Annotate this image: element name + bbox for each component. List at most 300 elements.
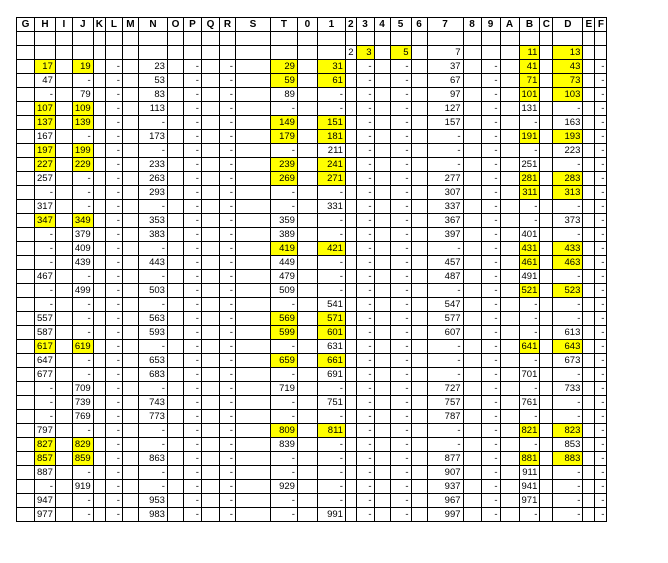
table-cell[interactable]: [374, 45, 390, 59]
table-cell[interactable]: 433: [553, 241, 583, 255]
table-cell[interactable]: [463, 129, 481, 143]
table-cell[interactable]: [374, 73, 390, 87]
table-cell[interactable]: [122, 339, 138, 353]
table-cell[interactable]: [583, 325, 595, 339]
table-cell[interactable]: [72, 32, 93, 46]
table-cell[interactable]: [500, 353, 519, 367]
table-cell[interactable]: 479: [270, 269, 297, 283]
table-cell[interactable]: -: [356, 255, 374, 269]
table-cell[interactable]: [411, 32, 427, 46]
table-cell[interactable]: [17, 59, 35, 73]
column-header[interactable]: 5: [390, 18, 411, 32]
table-cell[interactable]: [93, 409, 105, 423]
table-cell[interactable]: 853: [553, 437, 583, 451]
table-cell[interactable]: [583, 129, 595, 143]
table-cell[interactable]: [427, 32, 463, 46]
table-cell[interactable]: [463, 297, 481, 311]
table-cell[interactable]: [345, 451, 356, 465]
table-cell[interactable]: [55, 143, 72, 157]
table-cell[interactable]: -: [183, 115, 201, 129]
table-cell[interactable]: [595, 45, 607, 59]
table-cell[interactable]: -: [595, 87, 607, 101]
table-cell[interactable]: [201, 129, 219, 143]
table-cell[interactable]: [167, 241, 183, 255]
table-cell[interactable]: [235, 171, 270, 185]
table-cell[interactable]: [167, 143, 183, 157]
table-cell[interactable]: [167, 297, 183, 311]
table-cell[interactable]: [235, 32, 270, 46]
table-cell[interactable]: [201, 283, 219, 297]
table-cell[interactable]: [55, 381, 72, 395]
table-cell[interactable]: [540, 297, 553, 311]
table-cell[interactable]: -: [595, 59, 607, 73]
table-cell[interactable]: [374, 297, 390, 311]
table-cell[interactable]: [122, 199, 138, 213]
table-cell[interactable]: -: [519, 325, 540, 339]
table-cell[interactable]: 2: [345, 45, 356, 59]
table-cell[interactable]: 317: [35, 199, 56, 213]
table-cell[interactable]: -: [595, 157, 607, 171]
table-cell[interactable]: [201, 353, 219, 367]
table-cell[interactable]: [540, 269, 553, 283]
table-cell[interactable]: [374, 325, 390, 339]
table-cell[interactable]: -: [105, 143, 122, 157]
table-cell[interactable]: -: [183, 465, 201, 479]
table-cell[interactable]: -: [183, 297, 201, 311]
table-cell[interactable]: -: [481, 451, 500, 465]
table-cell[interactable]: [93, 255, 105, 269]
table-cell[interactable]: -: [35, 283, 56, 297]
table-cell[interactable]: -: [390, 437, 411, 451]
table-cell[interactable]: [55, 241, 72, 255]
table-cell[interactable]: 163: [553, 115, 583, 129]
table-cell[interactable]: 647: [35, 353, 56, 367]
table-cell[interactable]: -: [481, 115, 500, 129]
table-cell[interactable]: [374, 115, 390, 129]
table-cell[interactable]: -: [105, 283, 122, 297]
table-cell[interactable]: 577: [427, 311, 463, 325]
table-cell[interactable]: [122, 423, 138, 437]
table-cell[interactable]: 389: [270, 227, 297, 241]
table-cell[interactable]: 11: [519, 45, 540, 59]
table-cell[interactable]: [17, 227, 35, 241]
table-cell[interactable]: 53: [138, 73, 167, 87]
table-cell[interactable]: 863: [138, 451, 167, 465]
table-cell[interactable]: 19: [72, 59, 93, 73]
table-cell[interactable]: 179: [270, 129, 297, 143]
table-cell[interactable]: -: [481, 395, 500, 409]
table-cell[interactable]: [411, 479, 427, 493]
table-cell[interactable]: -: [219, 395, 235, 409]
table-cell[interactable]: [345, 465, 356, 479]
table-cell[interactable]: [583, 479, 595, 493]
table-cell[interactable]: -: [105, 367, 122, 381]
table-cell[interactable]: -: [183, 353, 201, 367]
table-cell[interactable]: [167, 87, 183, 101]
table-cell[interactable]: [167, 325, 183, 339]
table-cell[interactable]: [93, 311, 105, 325]
table-cell[interactable]: [167, 479, 183, 493]
table-cell[interactable]: [500, 45, 519, 59]
table-cell[interactable]: -: [427, 283, 463, 297]
table-cell[interactable]: -: [105, 87, 122, 101]
table-cell[interactable]: [540, 45, 553, 59]
table-cell[interactable]: [167, 339, 183, 353]
table-cell[interactable]: [463, 45, 481, 59]
table-cell[interactable]: -: [105, 269, 122, 283]
table-cell[interactable]: -: [219, 185, 235, 199]
table-cell[interactable]: [297, 157, 317, 171]
table-cell[interactable]: [583, 339, 595, 353]
table-cell[interactable]: [93, 171, 105, 185]
table-cell[interactable]: [201, 255, 219, 269]
column-header[interactable]: O: [167, 18, 183, 32]
table-cell[interactable]: [201, 115, 219, 129]
table-cell[interactable]: 571: [317, 311, 345, 325]
table-cell[interactable]: -: [427, 423, 463, 437]
table-cell[interactable]: 241: [317, 157, 345, 171]
table-cell[interactable]: 503: [138, 283, 167, 297]
table-cell[interactable]: -: [390, 297, 411, 311]
table-cell[interactable]: 877: [427, 451, 463, 465]
table-cell[interactable]: [201, 143, 219, 157]
table-cell[interactable]: [235, 339, 270, 353]
table-cell[interactable]: [183, 45, 201, 59]
table-cell[interactable]: -: [219, 199, 235, 213]
table-cell[interactable]: -: [427, 353, 463, 367]
table-cell[interactable]: [500, 73, 519, 87]
table-cell[interactable]: [201, 269, 219, 283]
table-cell[interactable]: [122, 129, 138, 143]
table-cell[interactable]: [55, 325, 72, 339]
table-cell[interactable]: [201, 227, 219, 241]
table-cell[interactable]: [583, 409, 595, 423]
table-cell[interactable]: [500, 451, 519, 465]
table-cell[interactable]: -: [356, 269, 374, 283]
table-cell[interactable]: -: [219, 129, 235, 143]
table-cell[interactable]: -: [390, 325, 411, 339]
table-cell[interactable]: 523: [553, 283, 583, 297]
table-cell[interactable]: -: [481, 269, 500, 283]
table-cell[interactable]: [297, 129, 317, 143]
table-cell[interactable]: [55, 32, 72, 46]
table-cell[interactable]: [167, 227, 183, 241]
table-cell[interactable]: [583, 87, 595, 101]
table-cell[interactable]: -: [183, 171, 201, 185]
table-cell[interactable]: -: [519, 507, 540, 521]
table-cell[interactable]: -: [183, 311, 201, 325]
table-cell[interactable]: -: [390, 353, 411, 367]
table-cell[interactable]: 929: [270, 479, 297, 493]
table-cell[interactable]: [500, 507, 519, 521]
table-cell[interactable]: 311: [519, 185, 540, 199]
table-cell[interactable]: 17: [35, 59, 56, 73]
table-cell[interactable]: -: [219, 409, 235, 423]
table-cell[interactable]: [105, 45, 122, 59]
table-cell[interactable]: -: [35, 241, 56, 255]
table-cell[interactable]: [201, 32, 219, 46]
table-cell[interactable]: 967: [427, 493, 463, 507]
table-cell[interactable]: [167, 199, 183, 213]
table-cell[interactable]: [583, 283, 595, 297]
column-header[interactable]: R: [219, 18, 235, 32]
table-cell[interactable]: 233: [138, 157, 167, 171]
table-cell[interactable]: [356, 32, 374, 46]
table-cell[interactable]: [235, 381, 270, 395]
table-cell[interactable]: 701: [519, 367, 540, 381]
table-cell[interactable]: [201, 185, 219, 199]
table-cell[interactable]: [583, 241, 595, 255]
table-cell[interactable]: [122, 143, 138, 157]
table-cell[interactable]: [500, 283, 519, 297]
table-cell[interactable]: [55, 269, 72, 283]
table-cell[interactable]: [201, 241, 219, 255]
table-cell[interactable]: [297, 143, 317, 157]
table-cell[interactable]: [55, 479, 72, 493]
table-cell[interactable]: -: [35, 395, 56, 409]
table-cell[interactable]: [55, 409, 72, 423]
table-cell[interactable]: [297, 325, 317, 339]
table-cell[interactable]: -: [219, 465, 235, 479]
table-cell[interactable]: [463, 269, 481, 283]
table-cell[interactable]: [167, 507, 183, 521]
table-cell[interactable]: -: [270, 451, 297, 465]
table-cell[interactable]: 71: [519, 73, 540, 87]
table-cell[interactable]: [583, 269, 595, 283]
table-cell[interactable]: [463, 437, 481, 451]
table-cell[interactable]: -: [219, 493, 235, 507]
table-cell[interactable]: 607: [427, 325, 463, 339]
table-cell[interactable]: [235, 143, 270, 157]
table-cell[interactable]: [374, 185, 390, 199]
table-cell[interactable]: -: [105, 157, 122, 171]
table-cell[interactable]: [93, 227, 105, 241]
table-cell[interactable]: 347: [35, 213, 56, 227]
column-header[interactable]: 2: [345, 18, 356, 32]
table-cell[interactable]: -: [390, 59, 411, 73]
table-cell[interactable]: -: [356, 171, 374, 185]
table-cell[interactable]: [345, 339, 356, 353]
table-cell[interactable]: -: [595, 143, 607, 157]
table-cell[interactable]: [345, 311, 356, 325]
table-cell[interactable]: [122, 507, 138, 521]
table-cell[interactable]: -: [219, 283, 235, 297]
table-cell[interactable]: -: [72, 465, 93, 479]
table-cell[interactable]: [167, 395, 183, 409]
table-cell[interactable]: -: [481, 507, 500, 521]
table-cell[interactable]: 569: [270, 311, 297, 325]
table-cell[interactable]: -: [481, 339, 500, 353]
table-cell[interactable]: [167, 45, 183, 59]
table-cell[interactable]: -: [219, 339, 235, 353]
table-cell[interactable]: [122, 255, 138, 269]
table-cell[interactable]: [583, 311, 595, 325]
table-cell[interactable]: -: [138, 479, 167, 493]
table-cell[interactable]: 587: [35, 325, 56, 339]
table-cell[interactable]: [500, 367, 519, 381]
table-cell[interactable]: 61: [317, 73, 345, 87]
table-cell[interactable]: -: [219, 171, 235, 185]
table-cell[interactable]: [93, 283, 105, 297]
table-cell[interactable]: -: [595, 115, 607, 129]
table-cell[interactable]: [500, 101, 519, 115]
table-cell[interactable]: 349: [72, 213, 93, 227]
table-cell[interactable]: [122, 479, 138, 493]
table-cell[interactable]: [463, 353, 481, 367]
table-cell[interactable]: [374, 339, 390, 353]
table-cell[interactable]: [201, 311, 219, 325]
table-cell[interactable]: 757: [427, 395, 463, 409]
table-cell[interactable]: -: [183, 409, 201, 423]
table-cell[interactable]: -: [356, 157, 374, 171]
table-cell[interactable]: [583, 199, 595, 213]
table-cell[interactable]: [93, 73, 105, 87]
table-cell[interactable]: [201, 73, 219, 87]
table-cell[interactable]: -: [317, 227, 345, 241]
table-cell[interactable]: 857: [35, 451, 56, 465]
table-cell[interactable]: [167, 269, 183, 283]
column-header[interactable]: L: [105, 18, 122, 32]
table-cell[interactable]: [93, 465, 105, 479]
table-cell[interactable]: -: [481, 171, 500, 185]
table-cell[interactable]: [55, 465, 72, 479]
column-header[interactable]: C: [540, 18, 553, 32]
table-cell[interactable]: -: [35, 87, 56, 101]
table-cell[interactable]: [463, 185, 481, 199]
table-cell[interactable]: [374, 493, 390, 507]
table-cell[interactable]: [55, 283, 72, 297]
table-cell[interactable]: [540, 409, 553, 423]
table-cell[interactable]: -: [105, 73, 122, 87]
table-cell[interactable]: [345, 381, 356, 395]
table-cell[interactable]: [122, 283, 138, 297]
table-cell[interactable]: [167, 311, 183, 325]
table-cell[interactable]: 613: [553, 325, 583, 339]
table-cell[interactable]: -: [356, 73, 374, 87]
table-cell[interactable]: [235, 325, 270, 339]
table-cell[interactable]: 373: [553, 213, 583, 227]
table-cell[interactable]: -: [183, 73, 201, 87]
table-cell[interactable]: [500, 255, 519, 269]
table-cell[interactable]: -: [390, 87, 411, 101]
table-cell[interactable]: -: [595, 311, 607, 325]
table-cell[interactable]: [201, 297, 219, 311]
table-cell[interactable]: [93, 479, 105, 493]
table-cell[interactable]: 7: [427, 45, 463, 59]
table-cell[interactable]: [411, 73, 427, 87]
table-cell[interactable]: 691: [317, 367, 345, 381]
table-cell[interactable]: -: [481, 381, 500, 395]
table-cell[interactable]: 29: [270, 59, 297, 73]
table-cell[interactable]: [540, 493, 553, 507]
table-cell[interactable]: -: [356, 465, 374, 479]
table-cell[interactable]: [35, 45, 56, 59]
table-cell[interactable]: 173: [138, 129, 167, 143]
table-cell[interactable]: 547: [427, 297, 463, 311]
table-cell[interactable]: 907: [427, 465, 463, 479]
table-cell[interactable]: -: [595, 213, 607, 227]
table-cell[interactable]: -: [138, 199, 167, 213]
table-cell[interactable]: 983: [138, 507, 167, 521]
table-cell[interactable]: 653: [138, 353, 167, 367]
table-cell[interactable]: [122, 213, 138, 227]
table-cell[interactable]: [167, 423, 183, 437]
table-cell[interactable]: [93, 339, 105, 353]
table-cell[interactable]: -: [356, 199, 374, 213]
table-cell[interactable]: -: [35, 381, 56, 395]
table-cell[interactable]: 419: [270, 241, 297, 255]
table-cell[interactable]: -: [219, 213, 235, 227]
table-cell[interactable]: [374, 409, 390, 423]
table-cell[interactable]: [374, 171, 390, 185]
table-cell[interactable]: [297, 507, 317, 521]
table-cell[interactable]: -: [35, 227, 56, 241]
table-cell[interactable]: 101: [519, 87, 540, 101]
table-cell[interactable]: -: [72, 353, 93, 367]
table-cell[interactable]: [297, 283, 317, 297]
table-cell[interactable]: -: [595, 409, 607, 423]
table-cell[interactable]: -: [317, 185, 345, 199]
table-cell[interactable]: -: [356, 409, 374, 423]
table-cell[interactable]: 409: [72, 241, 93, 255]
table-cell[interactable]: 449: [270, 255, 297, 269]
table-cell[interactable]: -: [481, 325, 500, 339]
table-cell[interactable]: [540, 395, 553, 409]
table-cell[interactable]: [583, 507, 595, 521]
table-cell[interactable]: [297, 73, 317, 87]
table-cell[interactable]: [122, 87, 138, 101]
table-cell[interactable]: [411, 269, 427, 283]
table-cell[interactable]: -: [356, 213, 374, 227]
table-cell[interactable]: [583, 227, 595, 241]
table-cell[interactable]: [122, 45, 138, 59]
table-cell[interactable]: [122, 409, 138, 423]
table-cell[interactable]: 457: [427, 255, 463, 269]
table-cell[interactable]: [463, 367, 481, 381]
table-cell[interactable]: [500, 171, 519, 185]
table-cell[interactable]: -: [138, 339, 167, 353]
table-cell[interactable]: -: [356, 143, 374, 157]
table-cell[interactable]: [122, 157, 138, 171]
table-cell[interactable]: [583, 297, 595, 311]
table-cell[interactable]: 461: [519, 255, 540, 269]
table-cell[interactable]: -: [270, 395, 297, 409]
table-cell[interactable]: 677: [35, 367, 56, 381]
table-cell[interactable]: [201, 437, 219, 451]
table-cell[interactable]: -: [553, 479, 583, 493]
table-cell[interactable]: [201, 381, 219, 395]
table-cell[interactable]: [540, 143, 553, 157]
table-cell[interactable]: [122, 227, 138, 241]
table-cell[interactable]: -: [595, 199, 607, 213]
table-cell[interactable]: [481, 45, 500, 59]
table-cell[interactable]: -: [356, 101, 374, 115]
table-cell[interactable]: [540, 479, 553, 493]
table-cell[interactable]: -: [219, 479, 235, 493]
table-cell[interactable]: [93, 423, 105, 437]
table-cell[interactable]: 97: [427, 87, 463, 101]
table-cell[interactable]: -: [519, 199, 540, 213]
table-cell[interactable]: [345, 115, 356, 129]
table-cell[interactable]: [374, 451, 390, 465]
table-cell[interactable]: [463, 479, 481, 493]
table-cell[interactable]: -: [219, 59, 235, 73]
table-cell[interactable]: [583, 171, 595, 185]
table-cell[interactable]: -: [138, 437, 167, 451]
table-cell[interactable]: [297, 297, 317, 311]
table-cell[interactable]: 563: [138, 311, 167, 325]
table-cell[interactable]: [463, 59, 481, 73]
